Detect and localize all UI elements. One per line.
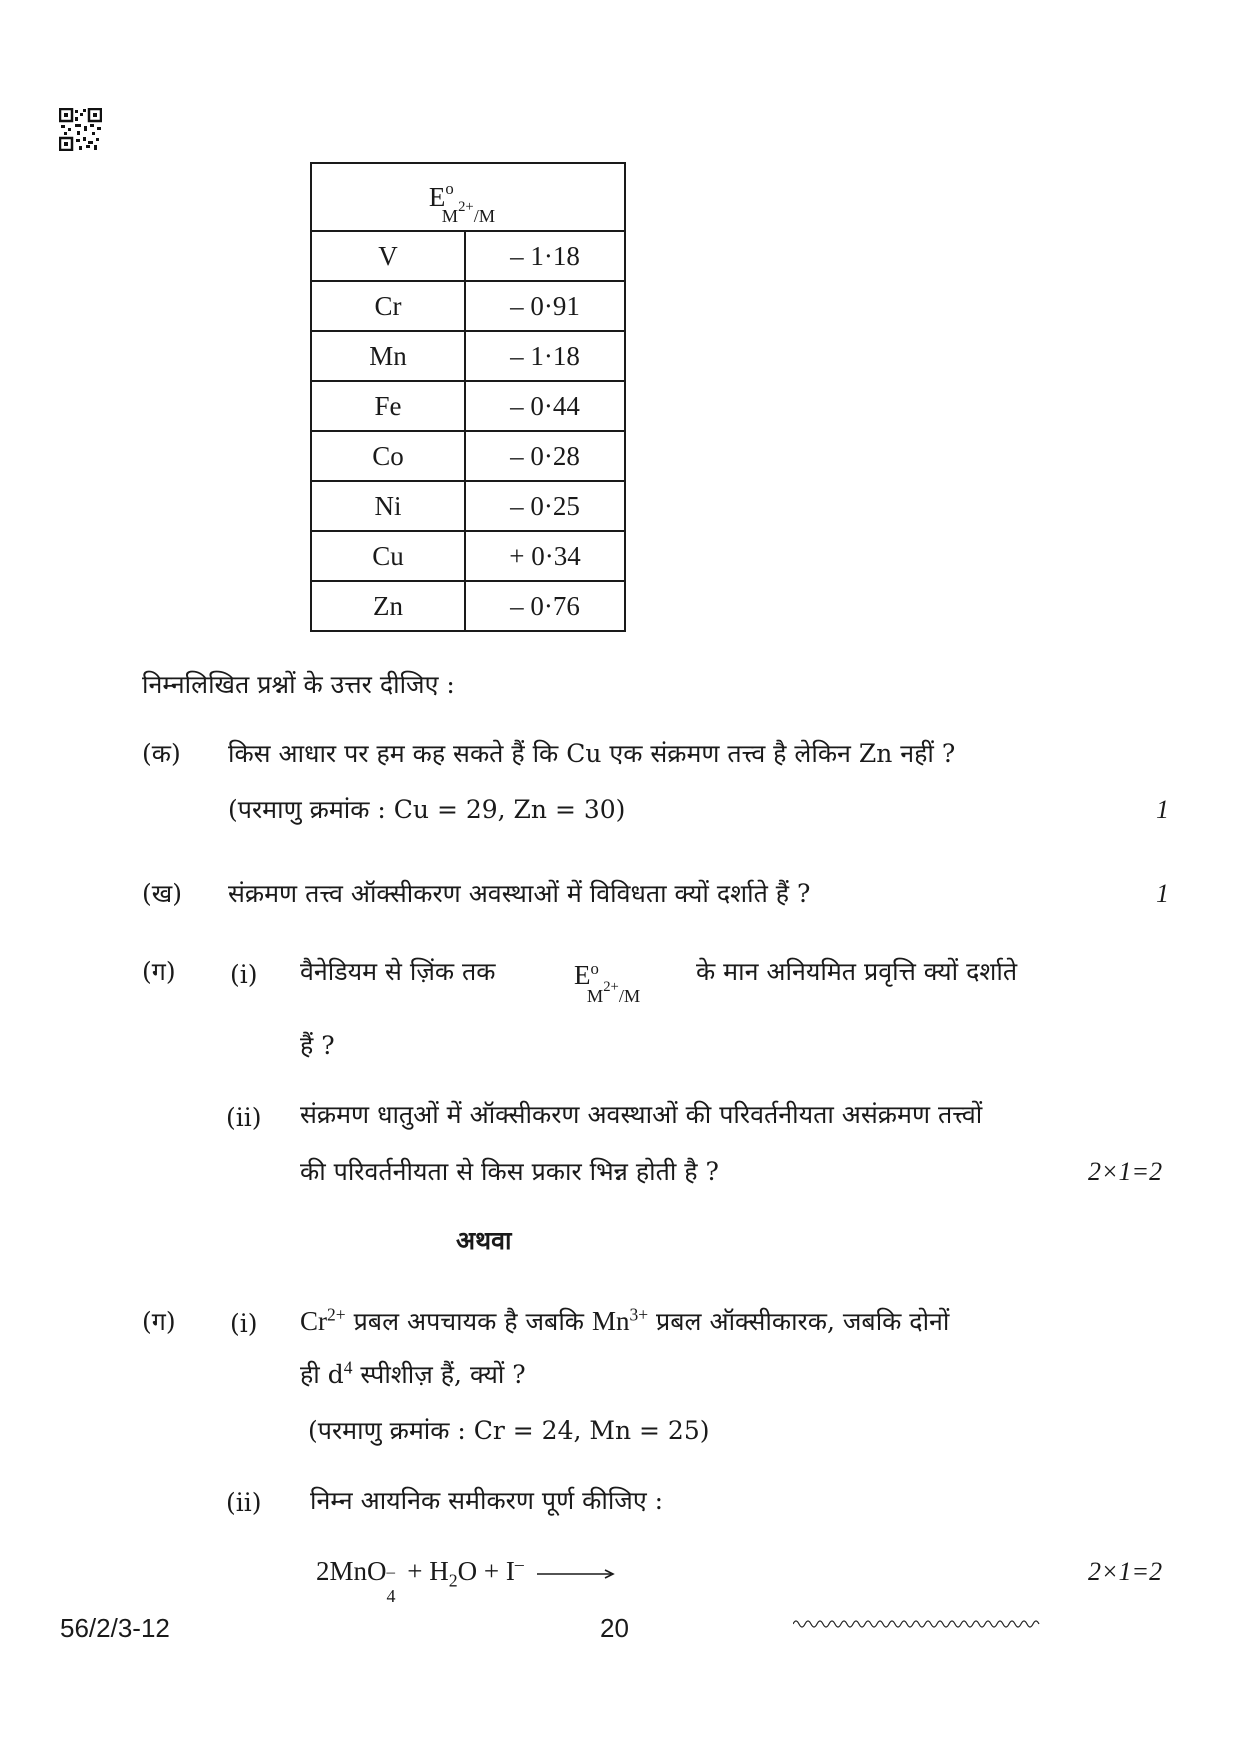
eo-sub-charge: 2+ bbox=[458, 198, 474, 215]
question-ga-alt-i-text-a: प्रबल अपचायक है जबकि bbox=[353, 1307, 584, 1336]
question-ga-alt-ii-label: (ii) bbox=[226, 1488, 262, 1517]
page-number: 20 bbox=[600, 1613, 629, 1643]
question-ga-alt-d-superscript: 4 bbox=[343, 1357, 353, 1378]
table-header-eo bbox=[311, 163, 625, 231]
table-cell-metal: Mn bbox=[311, 331, 465, 381]
table-cell-metal: V bbox=[311, 231, 465, 281]
electrode-potential-table bbox=[310, 162, 626, 632]
table-row bbox=[311, 331, 625, 381]
wavy-line-decoration bbox=[793, 1618, 1043, 1630]
equation-permanganate-charge: – bbox=[386, 1562, 396, 1581]
question-ga-alt-d-text: ही d bbox=[300, 1360, 344, 1389]
table-row bbox=[311, 381, 625, 431]
question-ga-alt-marks: 2×1=2 bbox=[1088, 1557, 1163, 1586]
table-cell-metal: Ni bbox=[311, 481, 465, 531]
eo-superscript-inline: o bbox=[590, 959, 599, 978]
question-ka-text: किस आधार पर हम कह सकते हैं कि Cu एक संक्रमण तत्त्व है लेकिन Zn नहीं ? bbox=[228, 739, 956, 768]
question-ga-alt-i-line1 bbox=[300, 1305, 949, 1337]
question-ga-ii-text-line1: संक्रमण धातुओं में ऑक्सीकरण अवस्थाओं की परिवर्तनीयता असंक्रमण तत्त्वों bbox=[300, 1100, 983, 1129]
equation-permanganate-subscript: 4 bbox=[386, 1586, 396, 1606]
table-cell-metal: Cu bbox=[311, 531, 465, 581]
chem-cr: Cr bbox=[300, 1306, 327, 1336]
equation-iodide-charge: – bbox=[514, 1554, 524, 1574]
eo-sub-m-inline: M bbox=[586, 986, 604, 1007]
question-ga-alt-i-text-b: प्रबल ऑक्सीकारक, जबकि दोनों bbox=[656, 1307, 950, 1336]
table-cell-value: – 1·18 bbox=[465, 331, 625, 381]
eo-sub-m: M bbox=[441, 205, 459, 226]
table-cell-value: – 1·18 bbox=[465, 231, 625, 281]
instruction-text: निम्नलिखित प्रश्नों के उत्तर दीजिए : bbox=[142, 670, 455, 699]
table-row bbox=[311, 431, 625, 481]
table-cell-value: – 0·44 bbox=[465, 381, 625, 431]
table-cell-metal: Zn bbox=[311, 581, 465, 631]
eo-sub-charge-inline: 2+ bbox=[603, 979, 619, 996]
question-ga-alt-i-line2-text: स्पीशीज़ हैं, क्यों ? bbox=[360, 1360, 526, 1389]
table-header-row bbox=[311, 163, 625, 231]
qr-code bbox=[59, 108, 102, 151]
question-kha-text: संक्रमण तत्त्व ऑक्सीकरण अवस्थाओं में विविधता क्यों दर्शाते हैं ? bbox=[228, 879, 811, 908]
eo-sub-rest-inline: /M bbox=[618, 986, 641, 1007]
question-ka-atomic-numbers: (परमाणु क्रमांक : Cu = 29, Zn = 30) bbox=[228, 795, 626, 824]
question-ga-alt-atomic-numbers: (परमाणु क्रमांक : Cr = 24, Mn = 25) bbox=[308, 1416, 710, 1445]
question-ga-alt-label: (ग) bbox=[142, 1307, 176, 1336]
question-ga-i-text-end: के मान अनियमित प्रवृत्ति क्यों दर्शाते bbox=[696, 957, 1018, 986]
reaction-arrow-icon bbox=[535, 1567, 619, 1581]
table-cell-value: – 0·91 bbox=[465, 281, 625, 331]
eo-symbol-inline: E bbox=[574, 960, 591, 990]
question-ka-marks: 1 bbox=[1156, 795, 1169, 824]
equation-water-o-iodide: O + I bbox=[457, 1556, 515, 1586]
table-cell-metal: Co bbox=[311, 431, 465, 481]
question-ga-i-text-start: वैनेडियम से ज़िंक तक bbox=[300, 957, 496, 986]
eo-sub-rest: /M bbox=[473, 205, 496, 226]
or-heading: अथवा bbox=[456, 1226, 512, 1255]
equation-permanganate: 2MnO bbox=[316, 1556, 387, 1586]
question-ga-alt-ii-text: निम्न आयनिक समीकरण पूर्ण कीजिए : bbox=[310, 1486, 664, 1515]
table-row bbox=[311, 281, 625, 331]
table-cell-value: – 0·28 bbox=[465, 431, 625, 481]
question-ga-label: (ग) bbox=[142, 957, 176, 986]
question-kha-marks: 1 bbox=[1156, 879, 1169, 908]
question-ga-marks: 2×1=2 bbox=[1088, 1157, 1163, 1186]
table-row bbox=[311, 531, 625, 581]
equation-water-subscript: 2 bbox=[448, 1570, 458, 1591]
table-row bbox=[311, 231, 625, 281]
question-ga-i-label: (i) bbox=[230, 960, 258, 989]
table-row bbox=[311, 581, 625, 631]
question-ga-i-text-line2: हैं ? bbox=[300, 1031, 335, 1060]
table-cell-metal: Fe bbox=[311, 381, 465, 431]
question-ga-ii-text-line2: की परिवर्तनीयता से किस प्रकार भिन्न होती है ? bbox=[300, 1157, 719, 1186]
table-row bbox=[311, 481, 625, 531]
chem-cr-charge: 2+ bbox=[327, 1304, 346, 1325]
question-kha-label: (ख) bbox=[142, 879, 182, 908]
ionic-equation bbox=[316, 1554, 619, 1606]
table-cell-metal: Cr bbox=[311, 281, 465, 331]
equation-water-h: + H bbox=[407, 1556, 449, 1586]
chem-mn: Mn bbox=[591, 1306, 630, 1336]
eo-superscript: o bbox=[445, 178, 454, 198]
table-cell-value: – 0·76 bbox=[465, 581, 625, 631]
question-ga-ii-label: (ii) bbox=[226, 1103, 262, 1132]
question-ka-label: (क) bbox=[142, 739, 181, 768]
table-cell-value: – 0·25 bbox=[465, 481, 625, 531]
chem-mn-charge: 3+ bbox=[629, 1304, 649, 1325]
table-cell-value: + 0·34 bbox=[465, 531, 625, 581]
question-ga-eo-symbol bbox=[574, 959, 652, 1007]
question-ga-alt-i-line2 bbox=[300, 1357, 526, 1390]
eo-symbol: E bbox=[428, 181, 446, 212]
question-ga-alt-i-label: (i) bbox=[230, 1309, 258, 1338]
paper-code: 56/2/3-12 bbox=[60, 1613, 170, 1643]
